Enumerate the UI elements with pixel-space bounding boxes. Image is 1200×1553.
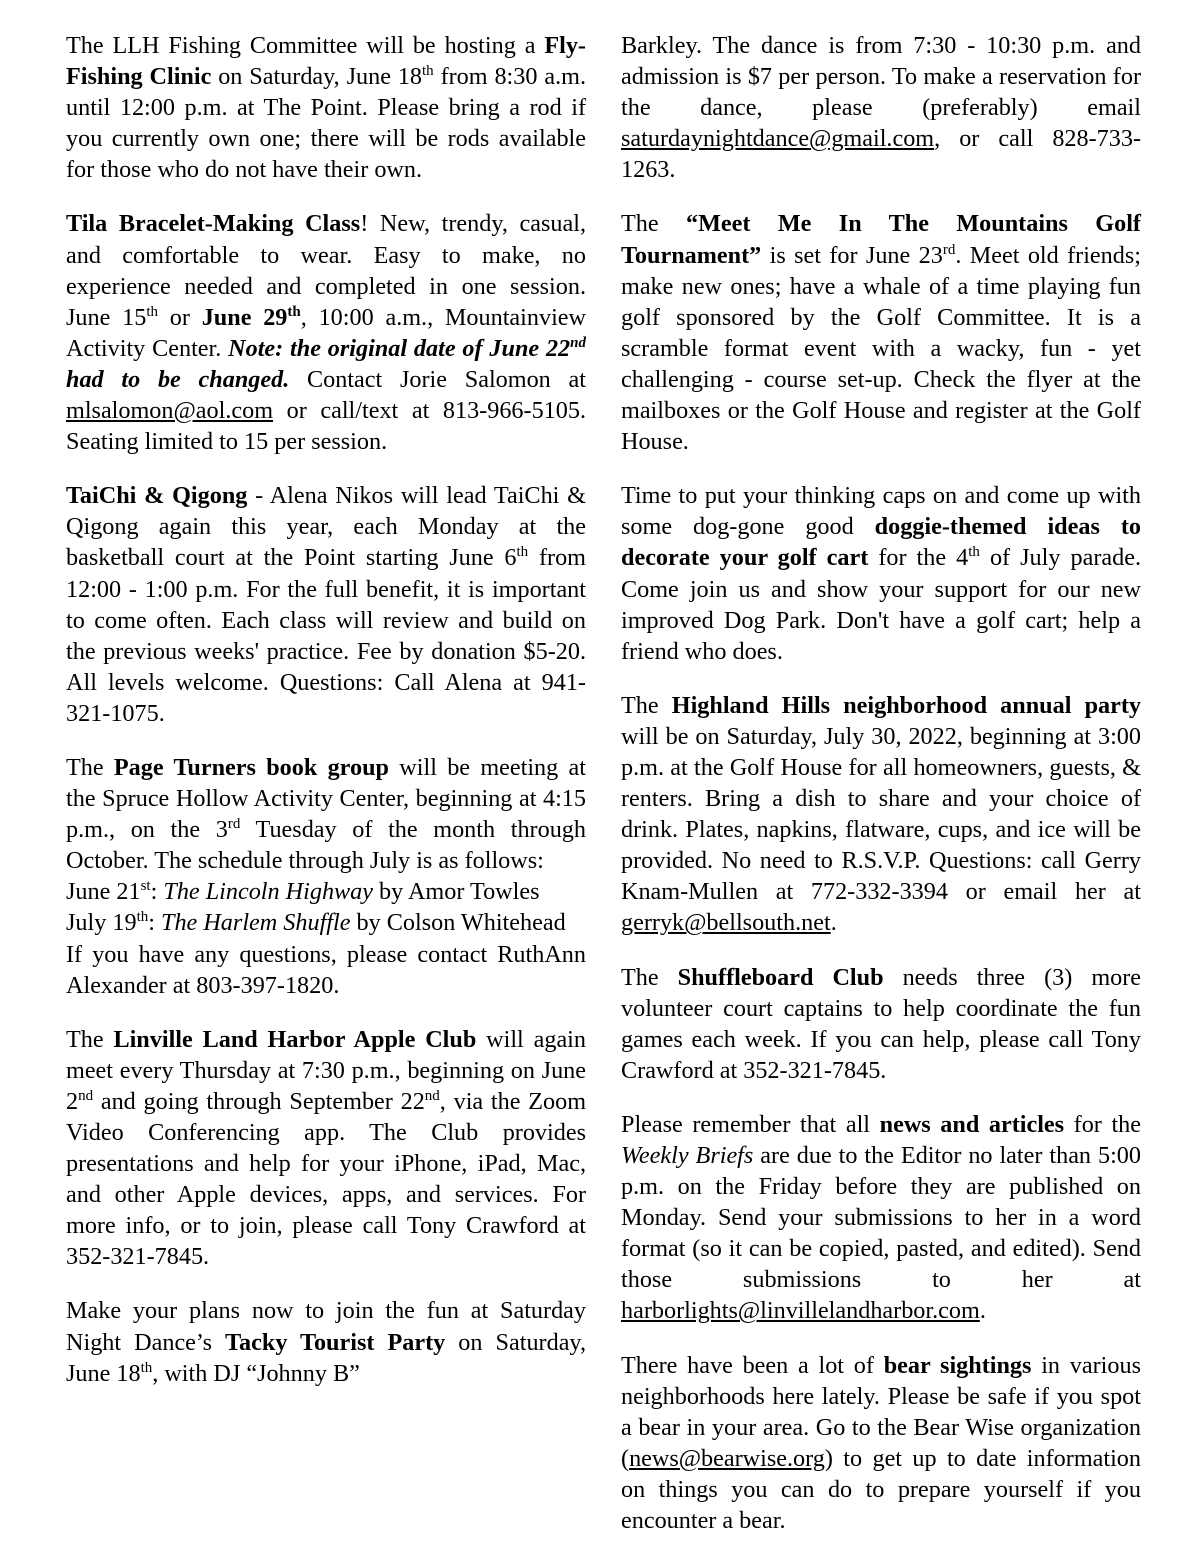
emphasis-apple-club: Linville Land Harbor Apple Club [113, 1025, 477, 1053]
text-run: . [830, 909, 837, 937]
emphasis-page-turners-book-group: Page Turners book group [113, 753, 389, 781]
text-run: from 8:30 a.m. until 12:00 p.m. at The Point. Please bring a rod if you currently own one; there will be rods available for those who do not have their own. [66, 63, 586, 184]
text-run: , with DJ “Johnny B” [152, 1359, 360, 1387]
text-run: There have been a lot of [621, 1351, 884, 1379]
text-run: will again meet every Thursday at 7:30 p.m., beginning on June 2 [66, 1025, 586, 1115]
text-run: and going through September 22 [93, 1087, 425, 1115]
text-run: : [148, 909, 162, 937]
text-run: for the 4 [868, 544, 969, 572]
text-run: ) to get up to date information on things you can do to prepare yourself if you encounter a bear. [621, 1444, 1141, 1535]
book-title-harlem-shuffle: The Harlem Shuffle [161, 909, 351, 937]
paragraph-annual-party [621, 690, 1141, 939]
ordinal-suffix: rd [942, 241, 956, 258]
ordinal-suffix: th [516, 544, 529, 561]
text-run: June 29 [201, 303, 288, 331]
text-run: is set for June 23 [761, 241, 943, 269]
text-run: needs three (3) more volunteer court captains to help coordinate the fun games each week. If you can help, please call Tony Crawford at 352-321-7845. [621, 963, 1142, 1084]
paragraph-bracelet-class [66, 208, 586, 457]
paragraph-news-articles [621, 1109, 1141, 1327]
text-run: on Saturday, June 18 [211, 63, 423, 91]
text-run: are due to the Editor no later than 5:00 p.m. on the Friday before they are published on Monday. Send your submissions to her in a word format (so it can be copied, pasted, and edited). Send those submissions to her at [621, 1142, 1141, 1294]
text-run: The [66, 1025, 114, 1053]
text-run: of July parade. Come join us and show your support for our new improved Dog Park. Don't have a golf cart; help a friend who does. [621, 544, 1142, 665]
text-run: The LLH Fishing Committee will be hosting a [66, 32, 545, 59]
email-link-gerryk[interactable]: gerryk@bellsouth.net [621, 909, 831, 937]
emphasis-golf-tournament-title: “Meet Me In The Mountains Golf Tournament” [621, 210, 1141, 269]
text-run: The [621, 210, 686, 238]
ordinal-suffix: th [287, 303, 301, 320]
text-run: The [621, 691, 672, 719]
text-run: Please remember that all [621, 1110, 880, 1138]
text-run: in various neighborhoods here lately. Please be safe if you spot a bear in your area. Go to the Bear Wise organization ( [621, 1351, 1141, 1472]
paragraph-bear-sightings [621, 1350, 1141, 1537]
text-run: , 10:00 a.m., Mountainview Activity Center. [66, 303, 586, 362]
paragraph-shuffleboard-club [621, 962, 1141, 1086]
emphasis-bear-sightings: bear sightings [883, 1351, 1032, 1379]
email-link-harborlights[interactable]: harborlights@linvillelandharbor.com [621, 1297, 980, 1325]
text-run: Make your plans now to join the fun at Saturday Night Dance’s [66, 1297, 586, 1356]
emphasis-taichi-qigong: TaiChi & Qigong [66, 482, 248, 510]
paragraph-dance-continued [621, 30, 1141, 185]
text-run: Tuesday of the month through October. The schedule through July is as follows: [66, 816, 586, 875]
text-run: Time to put your thinking caps on and come up with some dog-gone good [621, 482, 1141, 541]
ordinal-suffix: th [146, 303, 158, 320]
ordinal-suffix: nd [570, 334, 586, 351]
paragraph-tacky-tourist-party [66, 1295, 586, 1388]
text-run: : [150, 878, 164, 906]
emphasis-news-and-articles: news and articles [879, 1110, 1065, 1138]
text-run: - Alena Nikos will lead TaiChi & Qigong again this year, each Monday at the basketball court at the Point starting June 6 [66, 482, 586, 572]
text-run: June 21 [66, 878, 141, 906]
paragraph-golf-tournament [621, 208, 1141, 457]
ordinal-suffix: th [140, 1359, 153, 1376]
ordinal-suffix: th [136, 909, 149, 926]
text-run: Contact Jorie Salomon at [289, 365, 586, 393]
publication-title-weekly-briefs: Weekly Briefs [621, 1142, 754, 1169]
paragraph-taichi-qigong [66, 480, 586, 729]
ordinal-suffix: rd [227, 816, 241, 833]
text-run: . Meet old friends; make new ones; have a whale of a time playing fun golf sponsored by the Golf Committee. It is a scramble format event with a wacky, fun - yet challenging - course set-up. Check the flyer at the mailboxes or the Golf House and register at the Golf House. [621, 241, 1141, 456]
emphasis-june-29 [202, 304, 301, 331]
emphasis-highland-hills-party: Highland Hills neighborhood annual party [671, 691, 1142, 719]
emphasis-tila-bracelet-class: Tila Bracelet-Making Class [66, 210, 361, 238]
text-run: . [979, 1297, 986, 1325]
text-run: will be meeting at the Spruce Hollow Activity Center, beginning at 4:15 p.m., on the 3 [66, 753, 586, 844]
emphasis-tacky-tourist-party: Tacky Tourist Party [225, 1328, 446, 1356]
paragraph-apple-club [66, 1024, 586, 1273]
book-schedule-item-june [66, 876, 586, 907]
paragraph-golf-cart-parade [621, 480, 1141, 667]
text-run: The [66, 753, 114, 781]
email-link-saturdaynightdance[interactable]: saturdaynightdance@gmail.com [621, 125, 935, 153]
emphasis-shuffleboard-club: Shuffleboard Club [677, 963, 884, 991]
emphasis-doggie-themed-ideas: doggie-themed ideas to decorate your golf cart [621, 513, 1141, 572]
text-run: from 12:00 - 1:00 p.m. For the full benefit, it is important to come often. Each class will review and build on the previous weeks' practice. Fee by donation $5-20. All levels welcome. Questions: Call Alena at 941-321-1075. [66, 544, 586, 727]
paragraph-fishing-clinic [66, 30, 586, 185]
paragraph-page-turners [66, 752, 586, 876]
text-run: by Amor Towles [373, 878, 540, 906]
text-run: by Colson Whitehead [350, 909, 566, 937]
ordinal-suffix: nd [78, 1087, 94, 1104]
ordinal-suffix: nd [424, 1087, 440, 1104]
book-schedule-item-july [66, 907, 586, 938]
ordinal-suffix: st [140, 878, 151, 895]
text-run: or call/text at 813-966-5105. Seating limited to 15 per session. [66, 397, 586, 456]
text-run: , or call 828-733-1263. [621, 125, 1141, 184]
email-link-bearwise[interactable]: news@bearwise.org [629, 1444, 825, 1472]
two-column-layout [66, 30, 1142, 1536]
ordinal-suffix: th [422, 63, 434, 80]
text-run: had to be changed. [66, 365, 290, 393]
text-run: Barkley. The dance is from 7:30 - 10:30 p.m. and admission is $7 per person. To make a reservation for the dance, please (preferably) email [621, 32, 1141, 122]
text-run: Note: the original date of June 22 [228, 334, 571, 362]
text-run: will be on Saturday, July 30, 2022, beginning at 3:00 p.m. at the Golf House for all homeowners, guests, & renters. Bring a dish to share and your choice of drink. Plates, napkins, flatware, cups, and ice will be provided. No need to R.S.V.P. Questions: call Gerry Knam-Mullen at 772-332-3394 or email her at [621, 722, 1141, 906]
text-run: for the [1064, 1110, 1141, 1138]
left-column [66, 30, 586, 1389]
email-link-mlsalomon[interactable]: mlsalomon@aol.com [66, 397, 274, 425]
text-run: or [157, 303, 202, 331]
text-run: The [621, 963, 678, 991]
emphasis-fly-fishing-clinic: Fly-Fishing Clinic [66, 32, 586, 91]
text-run: on Saturday, June 18 [66, 1328, 586, 1387]
text-run: ! New, trendy, casual, and comfortable to wear. Easy to make, no experience needed and completed in one session. June 15 [66, 210, 586, 331]
book-title-lincoln-highway: The Lincoln Highway [163, 878, 373, 906]
text-run: July 19 [66, 909, 137, 937]
text-run: , via the Zoom Video Conferencing app. The Club provides presentations and help for your iPhone, iPad, Mac, and other Apple devices, apps, and services. For more info, or to join, please call Tony Crawford at 352-321-7845. [66, 1087, 587, 1271]
right-column [621, 30, 1141, 1536]
paragraph-page-turners-contact: If you have any questions, please contact RuthAnn Alexander at 803-397-1820. [66, 940, 586, 999]
ordinal-suffix: th [968, 544, 980, 561]
